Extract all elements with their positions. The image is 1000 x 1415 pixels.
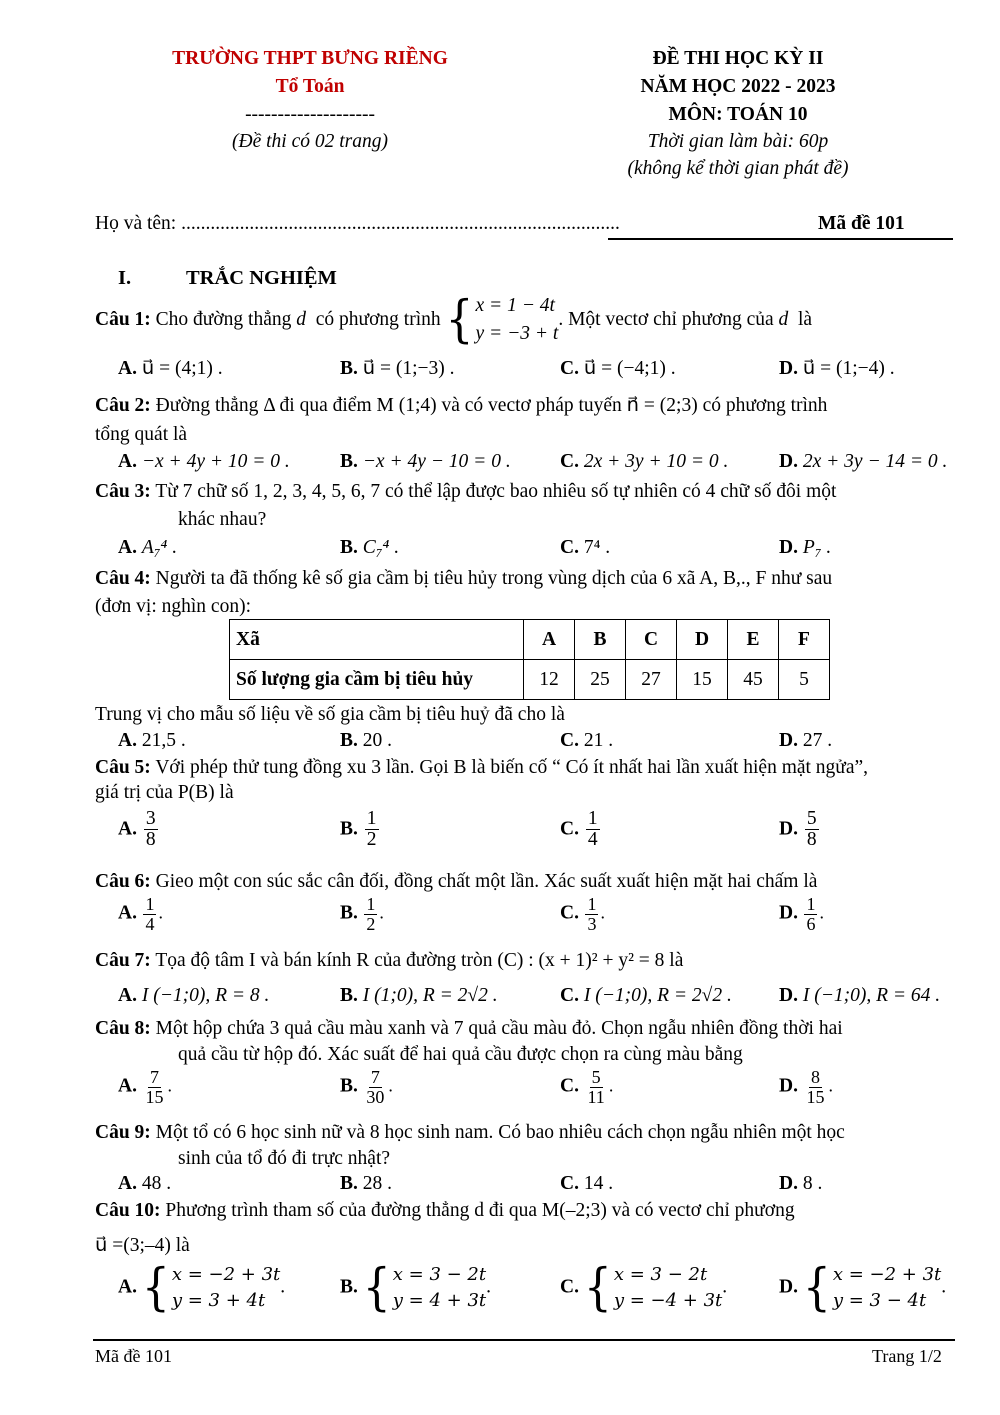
header-rule (608, 238, 953, 240)
q4-option-d[interactable]: D. 27 . (779, 730, 833, 751)
q6-text: Gieo một con súc sắc cân đối, đồng chất một lần. Xác suất xuất hiện mặt hai chấm là (155, 871, 818, 892)
q1-var-d: d (296, 309, 307, 330)
q6-option-a[interactable]: A. $\frac{1}{4}$ . (118, 894, 163, 934)
q6-option-d[interactable]: D. $\frac{1}{6}$ . (779, 894, 824, 934)
table-col-e: E (728, 620, 779, 660)
q2-option-b[interactable]: B. −x + 4y − 10 = 0 . (340, 451, 511, 472)
question-8 (95, 1018, 843, 1040)
table-cell: 12 (524, 660, 575, 700)
question-6 (95, 871, 817, 893)
q3-label: Câu 3: (95, 481, 151, 502)
q2-label: Câu 2: (95, 395, 151, 416)
footer-exam-code: Mã đề 101 (95, 1346, 172, 1366)
q2-option-a[interactable]: A. −x + 4y + 10 = 0 . (118, 451, 290, 472)
q7-option-c[interactable]: C. I (−1;0), R = 2√2 . (560, 985, 732, 1006)
question-4 (95, 568, 832, 590)
q7-option-a[interactable]: A. I (−1;0), R = 8 . (118, 985, 270, 1006)
exam-title: ĐỀ THI HỌC KỲ II (652, 48, 824, 69)
question-3 (95, 481, 836, 503)
question-5 (95, 757, 868, 779)
time-note: (không kể thời gian phát đề) (627, 158, 849, 179)
table-cell: 27 (626, 660, 677, 700)
q4-option-c[interactable]: C. 21 . (560, 730, 614, 751)
question-9 (95, 1122, 845, 1144)
q6-label: Câu 6: (95, 871, 151, 892)
q10-option-c[interactable]: C. { x = 3 − 2t y = −4 + 3t . (560, 1258, 728, 1317)
table-cell: 45 (728, 660, 779, 700)
q1-text-a: Cho đường thẳng (155, 309, 292, 330)
section-title: TRẮC NGHIỆM (186, 267, 337, 289)
poultry-table (229, 619, 830, 700)
question-1 (95, 290, 813, 349)
exam-code: Mã đề 101 (818, 213, 905, 234)
q5-label: Câu 5: (95, 757, 151, 778)
q9-label: Câu 9: (95, 1122, 151, 1143)
q8-text: Một hộp chứa 3 quả cầu màu xanh và 7 quả cầu màu đỏ. Chọn ngẫu nhiên đồng thời hai (155, 1018, 843, 1039)
q9-text-cont: sinh của tổ đó đi trực nhật? (178, 1148, 391, 1169)
department: Tổ Toán (275, 76, 345, 97)
q1-option-a[interactable]: A. u⃗ = (4;1) . (118, 358, 223, 379)
q4-option-a[interactable]: A. 21,5 . (118, 730, 186, 751)
q1-sys-line1: x = 1 − 4t (475, 294, 555, 316)
q1-var-d2: d (778, 309, 789, 330)
q5-text-cont: giá trị của P(B) là (95, 782, 234, 803)
table-col-d: D (677, 620, 728, 660)
table-col-f: F (779, 620, 830, 660)
q5-option-a[interactable]: A. $\frac{3}{8}$ (118, 808, 156, 851)
table-col-b: B (575, 620, 626, 660)
q5-option-d[interactable]: D. $\frac{5}{8}$ (779, 808, 817, 851)
q2-text-cont: tổng quát là (95, 424, 188, 445)
question-7 (95, 950, 683, 972)
q8-text-cont: quả cầu từ hộp đó. Xác suất để hai quả cầu được chọn ra cùng màu bằng (178, 1044, 743, 1065)
school-year: NĂM HỌC 2022 - 2023 (640, 76, 836, 97)
q7-label: Câu 7: (95, 950, 151, 971)
q8-option-b[interactable]: B. $\frac{7}{30}$ . (340, 1067, 393, 1107)
table-col-c: C (626, 620, 677, 660)
q2-option-d[interactable]: D. 2x + 3y − 14 = 0 . (779, 451, 948, 472)
q2-text: Đường thẳng Δ đi qua điểm M (1;4) và có vectơ pháp tuyến n⃗ = (2;3) có phương trình (155, 395, 828, 416)
q3-option-d[interactable]: D. P₇ . (779, 537, 832, 558)
q10-option-b[interactable]: B. { x = 3 − 2t y = 4 + 3t . (340, 1258, 491, 1317)
footer-rule (93, 1339, 955, 1341)
q1-sys-line2: y = −3 + t (475, 323, 559, 344)
q9-option-c[interactable]: C. 14 . (560, 1173, 614, 1194)
header-dashes: -------------------- (245, 104, 375, 125)
q3-option-c[interactable]: C. 7⁴ . (560, 537, 611, 558)
q2-option-c[interactable]: C. 2x + 3y + 10 = 0 . (560, 451, 729, 472)
q6-option-c[interactable]: C. $\frac{1}{3}$ . (560, 894, 605, 934)
table-row-label: Số lượng gia cầm bị tiêu hủy (230, 660, 524, 700)
q1-text-b: có phương trình (315, 309, 441, 330)
q7-option-b[interactable]: B. I (1;0), R = 2√2 . (340, 985, 498, 1006)
q1-text-c: . Một vectơ chỉ phương của (558, 309, 774, 330)
pages-note: (Đề thi có 02 trang) (232, 131, 388, 152)
section-number: I. (118, 267, 132, 289)
table-cell: 5 (779, 660, 830, 700)
q9-text: Một tổ có 6 học sinh nữ và 8 học sinh nam. Có bao nhiêu cách chọn ngẫu nhiên một học (155, 1122, 845, 1143)
q8-option-a[interactable]: A. $\frac{7}{15}$ . (118, 1067, 172, 1107)
footer-page-number: Trang 1/2 (872, 1346, 942, 1366)
q5-text: Với phép thử tung đồng xu 3 lần. Gọi B là biến cố “ Có ít nhất hai lần xuất hiện mặt ngửa”, (155, 757, 869, 778)
q1-text-d: là (798, 309, 813, 330)
q9-option-a[interactable]: A. 48 . (118, 1173, 172, 1194)
subject: MÔN: TOÁN 10 (668, 104, 808, 125)
q6-option-b[interactable]: B. $\frac{1}{2}$ . (340, 894, 384, 934)
q1-option-d[interactable]: D. u⃗ = (1;−4) . (779, 358, 895, 379)
school-name: TRƯỜNG THPT BƯNG RIỀNG (172, 48, 448, 69)
q3-option-b[interactable]: B. C₇⁴ . (340, 537, 400, 558)
q8-option-c[interactable]: C. $\frac{5}{11}$ . (560, 1067, 614, 1107)
q7-text: Tọa độ tâm I và bán kính R của đường tròn (C) : (x + 1)² + y² = 8 là (155, 950, 684, 971)
q4-text: Người ta đã thống kê số gia cầm bị tiêu hủy trong vùng dịch của 6 xã A, B,., F như sau (155, 568, 833, 589)
q3-option-a[interactable]: A. A₇⁴ . (118, 537, 178, 558)
q10-text: Phương trình tham số của đường thẳng d đi qua M(–2;3) và có vectơ chỉ phương (165, 1200, 795, 1221)
q1-option-b[interactable]: B. u⃗ = (1;−3) . (340, 358, 455, 379)
q10-option-a[interactable]: A. { x = −2 + 3t y = 3 + 4t . (118, 1258, 286, 1317)
question-2 (95, 393, 827, 417)
time-limit: Thời gian làm bài: 60p (647, 131, 829, 152)
table-header-label: Xã (230, 620, 524, 660)
q3-text: Từ 7 chữ số 1, 2, 3, 4, 5, 6, 7 có thể lập được bao nhiêu số tự nhiên có 4 chữ số đôi một (155, 481, 837, 502)
q10-label: Câu 10: (95, 1200, 161, 1221)
q1-option-c[interactable]: C. u⃗ = (−4;1) . (560, 358, 676, 379)
student-name-field: Họ và tên: .......................................................................................... (95, 213, 620, 234)
q5-option-b[interactable]: B. $\frac{1}{2}$ (340, 808, 377, 851)
q8-label: Câu 8: (95, 1018, 151, 1039)
q3-text-cont: khác nhau? (178, 509, 267, 530)
q4-label: Câu 4: (95, 568, 151, 589)
q8-option-d[interactable]: D. $\frac{8}{15}$ . (779, 1067, 833, 1107)
q4-after: Trung vị cho mẫu số liệu về số gia cầm bị tiêu huỷ đã cho là (95, 704, 565, 725)
q9-option-d[interactable]: D. 8 . (779, 1173, 823, 1194)
table-header-row (230, 620, 830, 660)
table-col-a: A (524, 620, 575, 660)
q9-option-b[interactable]: B. 28 . (340, 1173, 393, 1194)
q4-text-cont: (đơn vị: nghìn con): (95, 596, 251, 617)
table-row (230, 660, 830, 700)
q1-system: { x = 1 − 4t y = −3 + t (445, 290, 559, 349)
q7-option-d[interactable]: D. I (−1;0), R = 64 . (779, 985, 941, 1006)
q10-option-d[interactable]: D. { x = −2 + 3t y = 3 − 4t . (779, 1258, 947, 1317)
table-cell: 25 (575, 660, 626, 700)
q1-label: Câu 1: (95, 309, 151, 330)
question-10 (95, 1200, 795, 1222)
q5-option-c[interactable]: C. $\frac{1}{4}$ (560, 808, 598, 851)
q4-option-b[interactable]: B. 20 . (340, 730, 393, 751)
table-cell: 15 (677, 660, 728, 700)
q10-text-cont: u⃗ =(3;–4) là (95, 1235, 190, 1256)
